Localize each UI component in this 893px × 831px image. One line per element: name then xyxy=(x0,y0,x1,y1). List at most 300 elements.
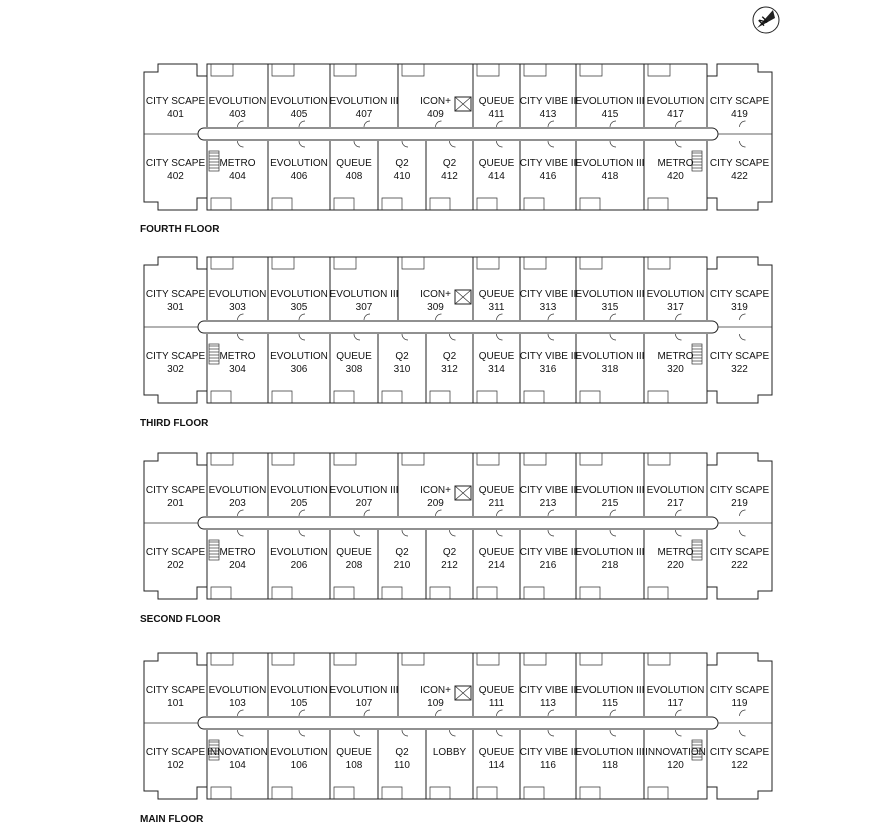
door-swing-icon xyxy=(299,730,305,736)
unit-name-label: CITY SCAPE xyxy=(145,96,206,107)
unit-number-label: 314 xyxy=(488,364,505,375)
door-swing-icon xyxy=(676,510,682,516)
door-swing-icon xyxy=(299,314,305,320)
balcony xyxy=(211,587,231,599)
door-swing-icon xyxy=(354,334,360,340)
unit-name-label: CITY SCAPE xyxy=(709,547,770,558)
door-swing-icon xyxy=(299,530,305,536)
unit-number-label: 418 xyxy=(601,171,619,182)
balcony xyxy=(580,787,600,799)
balcony xyxy=(402,453,424,465)
door-swing-icon xyxy=(740,121,746,127)
unit-number-label: 105 xyxy=(290,698,308,709)
unit-name-label: EVOLUTION III xyxy=(329,685,399,696)
unit-name-label: EVOLUTION III xyxy=(329,485,399,496)
unit-number-label: 122 xyxy=(731,760,748,771)
unit-name-label: METRO xyxy=(219,547,256,558)
unit-number-label: 312 xyxy=(441,364,458,375)
unit-name-label: QUEUE xyxy=(478,158,515,169)
door-swing-icon xyxy=(610,730,616,736)
balcony xyxy=(334,453,356,465)
unit-number-label: 416 xyxy=(539,171,557,182)
balcony xyxy=(272,64,294,76)
door-swing-icon xyxy=(548,121,554,127)
unit-number-label: 108 xyxy=(345,760,363,771)
door-swing-icon xyxy=(676,530,682,536)
unit-name-label: CITY VIBE II xyxy=(519,685,577,696)
unit-name-label: Q2 xyxy=(395,547,409,558)
door-swing-icon xyxy=(364,314,370,320)
balcony xyxy=(580,257,602,269)
unit-name-label: QUEUE xyxy=(478,685,515,696)
corridor xyxy=(198,128,718,140)
elevator-cross xyxy=(455,97,471,111)
door-swing-icon xyxy=(497,510,503,516)
door-swing-icon xyxy=(354,141,360,147)
unit-number-label: 313 xyxy=(539,302,557,313)
unit-name-label: QUEUE xyxy=(336,351,372,362)
unit-number-label: 214 xyxy=(488,560,505,571)
balcony xyxy=(430,198,450,210)
door-swing-icon xyxy=(497,121,503,127)
door-swing-icon xyxy=(436,510,442,516)
unit-number-label: 120 xyxy=(667,760,684,771)
unit-name-label: LOBBY xyxy=(432,747,467,758)
balcony xyxy=(211,391,231,403)
unit-name-label: Q2 xyxy=(442,547,457,558)
unit-number-label: 310 xyxy=(393,364,411,375)
door-swing-icon xyxy=(238,334,244,340)
unit-number-label: 307 xyxy=(355,302,373,313)
unit-name-label: EVOLUTION xyxy=(270,747,328,758)
unit-name-label: ICON+ xyxy=(420,289,451,300)
balcony xyxy=(211,653,233,665)
door-swing-icon xyxy=(610,710,616,716)
unit-number-label: 222 xyxy=(731,560,748,571)
door-swing-icon xyxy=(402,730,408,736)
unit-number-label: 206 xyxy=(290,560,308,571)
floor-label: SECOND FLOOR xyxy=(140,614,221,625)
unit-number-label: 205 xyxy=(290,498,308,509)
unit-name-label: Q2 xyxy=(395,747,409,758)
unit-number-label: 204 xyxy=(229,560,246,571)
unit-name-label: CITY VIBE II xyxy=(519,96,577,107)
door-swing-icon xyxy=(299,510,305,516)
balcony xyxy=(524,391,544,403)
door-swing-icon xyxy=(450,730,456,736)
unit-name-label: EVOLUTION xyxy=(646,485,705,496)
unit-number-label: 208 xyxy=(345,560,363,571)
door-swing-icon xyxy=(548,530,554,536)
door-swing-icon xyxy=(354,530,360,536)
unit-name-label: CITY SCAPE xyxy=(709,96,770,107)
balcony xyxy=(648,453,670,465)
door-swing-icon xyxy=(450,141,456,147)
balcony xyxy=(382,587,402,599)
unit-name-label: EVOLUTION xyxy=(646,289,705,300)
balcony xyxy=(211,257,233,269)
unit-name-label: EVOLUTION III xyxy=(575,158,645,169)
unit-number-label: 213 xyxy=(539,498,557,509)
door-swing-icon xyxy=(436,121,442,127)
unit-name-label: EVOLUTION xyxy=(270,547,328,558)
balcony xyxy=(477,587,497,599)
unit-number-label: 102 xyxy=(167,760,184,771)
unit-name-label: CITY VIBE II xyxy=(519,547,577,558)
unit-name-label: METRO xyxy=(657,158,694,169)
unit-number-label: 410 xyxy=(393,171,411,182)
balcony xyxy=(524,64,546,76)
unit-number-label: 411 xyxy=(488,109,505,120)
unit-number-label: 403 xyxy=(229,109,246,120)
unit-name-label: EVOLUTION xyxy=(208,485,267,496)
unit-number-label: 420 xyxy=(667,171,684,182)
unit-number-label: 209 xyxy=(427,498,444,509)
unit-name-label: EVOLUTION xyxy=(270,351,328,362)
balcony xyxy=(648,391,668,403)
door-swing-icon xyxy=(497,710,503,716)
north-arrow-icon xyxy=(753,7,779,33)
door-swing-icon xyxy=(548,141,554,147)
unit-number-label: 220 xyxy=(667,560,684,571)
unit-number-label: 419 xyxy=(731,109,748,120)
unit-number-label: 317 xyxy=(667,302,684,313)
unit-name-label: EVOLUTION xyxy=(208,685,267,696)
door-swing-icon xyxy=(610,141,616,147)
unit-name-label: EVOLUTION III xyxy=(329,289,399,300)
balcony xyxy=(477,653,499,665)
unit-number-label: 408 xyxy=(345,171,363,182)
door-swing-icon xyxy=(548,730,554,736)
unit-name-label: QUEUE xyxy=(478,96,515,107)
unit-number-label: 115 xyxy=(602,698,618,709)
door-swing-icon xyxy=(497,530,503,536)
unit-number-label: 116 xyxy=(540,760,556,771)
unit-number-label: 203 xyxy=(229,498,246,509)
balcony xyxy=(272,257,294,269)
unit-name-label: CITY VIBE II xyxy=(519,289,577,300)
door-swing-icon xyxy=(610,510,616,516)
door-swing-icon xyxy=(740,510,746,516)
door-swing-icon xyxy=(676,314,682,320)
floor-plan-2 xyxy=(140,453,772,625)
unit-name-label: EVOLUTION xyxy=(270,685,328,696)
unit-name-label: CITY VIBE II xyxy=(519,747,577,758)
unit-number-label: 319 xyxy=(731,302,748,313)
balcony xyxy=(648,587,668,599)
unit-number-label: 119 xyxy=(731,698,748,709)
door-swing-icon xyxy=(497,141,503,147)
door-swing-icon xyxy=(364,710,370,716)
building-outline xyxy=(144,453,772,599)
unit-number-label: 218 xyxy=(601,560,619,571)
unit-number-label: 306 xyxy=(290,364,308,375)
unit-number-label: 402 xyxy=(167,171,184,182)
unit-name-label: METRO xyxy=(657,351,694,362)
door-swing-icon xyxy=(436,314,442,320)
unit-name-label: CITY SCAPE xyxy=(709,289,770,300)
door-swing-icon xyxy=(676,730,682,736)
unit-number-label: 215 xyxy=(601,498,619,509)
unit-number-label: 107 xyxy=(355,698,373,709)
door-swing-icon xyxy=(238,510,244,516)
building-outline xyxy=(144,64,772,210)
door-swing-icon xyxy=(610,530,616,536)
balcony xyxy=(477,787,497,799)
unit-number-label: 212 xyxy=(441,560,458,571)
corridor xyxy=(198,717,718,729)
door-swing-icon xyxy=(610,334,616,340)
unit-name-label: QUEUE xyxy=(336,547,372,558)
unit-name-label: METRO xyxy=(219,351,256,362)
balcony xyxy=(334,198,354,210)
balcony xyxy=(334,587,354,599)
balcony xyxy=(648,64,670,76)
unit-number-label: 304 xyxy=(229,364,246,375)
unit-name-label: EVOLUTION III xyxy=(575,547,645,558)
unit-name-label: CITY VIBE II xyxy=(519,485,577,496)
door-swing-icon xyxy=(299,141,305,147)
elevator-cross xyxy=(455,686,471,700)
unit-number-label: 104 xyxy=(229,760,246,771)
unit-number-label: 407 xyxy=(355,109,373,120)
balcony xyxy=(211,198,231,210)
balcony xyxy=(580,653,602,665)
unit-name-label: Q2 xyxy=(395,158,409,169)
unit-number-label: 118 xyxy=(602,760,618,771)
elevator-cross xyxy=(455,290,471,304)
unit-name-label: EVOLUTION xyxy=(270,158,328,169)
unit-number-label: 113 xyxy=(540,698,556,709)
door-swing-icon xyxy=(402,141,408,147)
unit-name-label: CITY SCAPE xyxy=(709,685,770,696)
balcony xyxy=(272,453,294,465)
balcony xyxy=(272,198,292,210)
unit-number-label: 318 xyxy=(601,364,619,375)
unit-name-label: EVOLUTION III xyxy=(575,485,645,496)
unit-number-label: 301 xyxy=(167,302,184,313)
elevator-cross xyxy=(455,486,471,500)
balcony xyxy=(648,787,668,799)
door-swing-icon xyxy=(238,730,244,736)
unit-number-label: 308 xyxy=(345,364,363,375)
balcony xyxy=(524,587,544,599)
unit-number-label: 413 xyxy=(539,109,557,120)
balcony xyxy=(272,787,292,799)
unit-name-label: CITY SCAPE xyxy=(145,289,206,300)
door-swing-icon xyxy=(450,334,456,340)
balcony xyxy=(524,198,544,210)
unit-number-label: 101 xyxy=(167,698,184,709)
floor-plan-4 xyxy=(140,64,772,235)
unit-name-label: EVOLUTION xyxy=(270,289,328,300)
unit-name-label: CITY VIBE II xyxy=(519,158,577,169)
unit-number-label: 103 xyxy=(229,698,246,709)
unit-name-label: EVOLUTION III xyxy=(329,96,399,107)
unit-number-label: 111 xyxy=(488,698,505,709)
door-swing-icon xyxy=(740,530,746,536)
door-swing-icon xyxy=(676,141,682,147)
unit-number-label: 211 xyxy=(488,498,505,509)
balcony xyxy=(211,787,231,799)
unit-name-label: CITY SCAPE xyxy=(145,685,206,696)
unit-number-label: 202 xyxy=(167,560,184,571)
unit-number-label: 322 xyxy=(731,364,748,375)
balcony xyxy=(272,587,292,599)
unit-number-label: 110 xyxy=(394,760,410,771)
floor-label: FOURTH FLOOR xyxy=(140,224,220,235)
unit-name-label: CITY SCAPE xyxy=(709,485,770,496)
unit-number-label: 210 xyxy=(393,560,411,571)
unit-number-label: 320 xyxy=(667,364,684,375)
door-swing-icon xyxy=(299,710,305,716)
balcony xyxy=(580,64,602,76)
unit-number-label: 412 xyxy=(441,171,458,182)
door-swing-icon xyxy=(548,710,554,716)
door-swing-icon xyxy=(740,141,746,147)
balcony xyxy=(430,587,450,599)
door-swing-icon xyxy=(497,314,503,320)
unit-name-label: EVOLUTION III xyxy=(575,747,645,758)
unit-name-label: QUEUE xyxy=(478,485,515,496)
door-swing-icon xyxy=(497,334,503,340)
unit-number-label: 216 xyxy=(539,560,557,571)
unit-name-label: METRO xyxy=(219,158,256,169)
unit-name-label: CITY SCAPE xyxy=(709,351,770,362)
balcony xyxy=(334,64,356,76)
door-swing-icon xyxy=(238,121,244,127)
unit-name-label: CITY SCAPE xyxy=(145,351,206,362)
unit-name-label: EVOLUTION III xyxy=(575,96,645,107)
unit-name-label: CITY VIBE II xyxy=(519,351,577,362)
unit-name-label: CITY SCAPE xyxy=(145,547,206,558)
door-swing-icon xyxy=(238,530,244,536)
unit-name-label: Q2 xyxy=(395,351,409,362)
balcony xyxy=(272,653,294,665)
balcony xyxy=(524,453,546,465)
door-swing-icon xyxy=(364,121,370,127)
unit-name-label: EVOLUTION xyxy=(208,96,267,107)
balcony xyxy=(334,787,354,799)
door-swing-icon xyxy=(354,730,360,736)
unit-name-label: CITY SCAPE xyxy=(145,158,206,169)
unit-number-label: 417 xyxy=(667,109,684,120)
balcony xyxy=(402,653,424,665)
corridor xyxy=(198,321,718,333)
balcony xyxy=(580,198,600,210)
door-swing-icon xyxy=(740,730,746,736)
door-swing-icon xyxy=(548,314,554,320)
unit-number-label: 311 xyxy=(488,302,505,313)
unit-name-label: QUEUE xyxy=(478,547,515,558)
balcony xyxy=(430,787,450,799)
unit-number-label: 415 xyxy=(601,109,619,120)
unit-number-label: 106 xyxy=(290,760,308,771)
floor-plan-3 xyxy=(140,257,772,429)
balcony xyxy=(334,653,356,665)
unit-number-label: 207 xyxy=(355,498,373,509)
door-swing-icon xyxy=(497,730,503,736)
balcony xyxy=(648,257,670,269)
unit-number-label: 316 xyxy=(539,364,557,375)
unit-name-label: EVOLUTION xyxy=(270,485,328,496)
unit-number-label: 201 xyxy=(167,498,184,509)
unit-name-label: EVOLUTION xyxy=(646,685,705,696)
door-swing-icon xyxy=(740,710,746,716)
balcony xyxy=(211,453,233,465)
balcony xyxy=(477,198,497,210)
unit-name-label: QUEUE xyxy=(336,747,372,758)
balcony xyxy=(648,653,670,665)
unit-name-label: EVOLUTION xyxy=(208,289,267,300)
unit-name-label: EVOLUTION III xyxy=(575,351,645,362)
balcony xyxy=(524,653,546,665)
north-letter: N xyxy=(756,14,771,29)
balcony xyxy=(402,257,424,269)
balcony xyxy=(402,64,424,76)
unit-name-label: CITY SCAPE xyxy=(709,158,770,169)
unit-number-label: 303 xyxy=(229,302,246,313)
unit-number-label: 414 xyxy=(488,171,505,182)
door-swing-icon xyxy=(299,334,305,340)
balcony xyxy=(430,391,450,403)
door-swing-icon xyxy=(676,334,682,340)
door-swing-icon xyxy=(548,334,554,340)
balcony xyxy=(477,391,497,403)
unit-number-label: 219 xyxy=(731,498,748,509)
balcony xyxy=(211,64,233,76)
unit-number-label: 404 xyxy=(229,171,246,182)
unit-name-label: ICON+ xyxy=(420,485,451,496)
floor-label: MAIN FLOOR xyxy=(140,814,204,825)
unit-number-label: 315 xyxy=(601,302,619,313)
unit-name-label: QUEUE xyxy=(478,289,515,300)
door-swing-icon xyxy=(402,334,408,340)
unit-name-label: EVOLUTION xyxy=(270,96,328,107)
unit-number-label: 114 xyxy=(488,760,505,771)
unit-number-label: 422 xyxy=(731,171,748,182)
unit-number-label: 401 xyxy=(167,109,184,120)
door-swing-icon xyxy=(548,510,554,516)
balcony xyxy=(477,257,499,269)
balcony xyxy=(334,257,356,269)
unit-name-label: CITY SCAPE xyxy=(145,747,206,758)
unit-name-label: CITY SCAPE xyxy=(709,747,770,758)
unit-name-label: EVOLUTION III xyxy=(575,685,645,696)
unit-name-label: ICON+ xyxy=(420,96,451,107)
unit-number-label: 409 xyxy=(427,109,444,120)
unit-name-label: INNOVATION xyxy=(645,747,706,758)
balcony xyxy=(580,453,602,465)
floor-plan-1 xyxy=(140,653,772,825)
door-swing-icon xyxy=(740,314,746,320)
unit-name-label: ICON+ xyxy=(420,685,451,696)
unit-number-label: 117 xyxy=(667,698,684,709)
unit-name-label: Q2 xyxy=(442,351,457,362)
balcony xyxy=(580,391,600,403)
floor-label: THIRD FLOOR xyxy=(140,418,209,429)
balcony xyxy=(382,391,402,403)
door-swing-icon xyxy=(450,530,456,536)
balcony xyxy=(524,257,546,269)
door-swing-icon xyxy=(740,334,746,340)
unit-name-label: EVOLUTION xyxy=(646,96,705,107)
corridor xyxy=(198,517,718,529)
balcony xyxy=(272,391,292,403)
door-swing-icon xyxy=(238,314,244,320)
balcony xyxy=(580,587,600,599)
door-swing-icon xyxy=(402,530,408,536)
